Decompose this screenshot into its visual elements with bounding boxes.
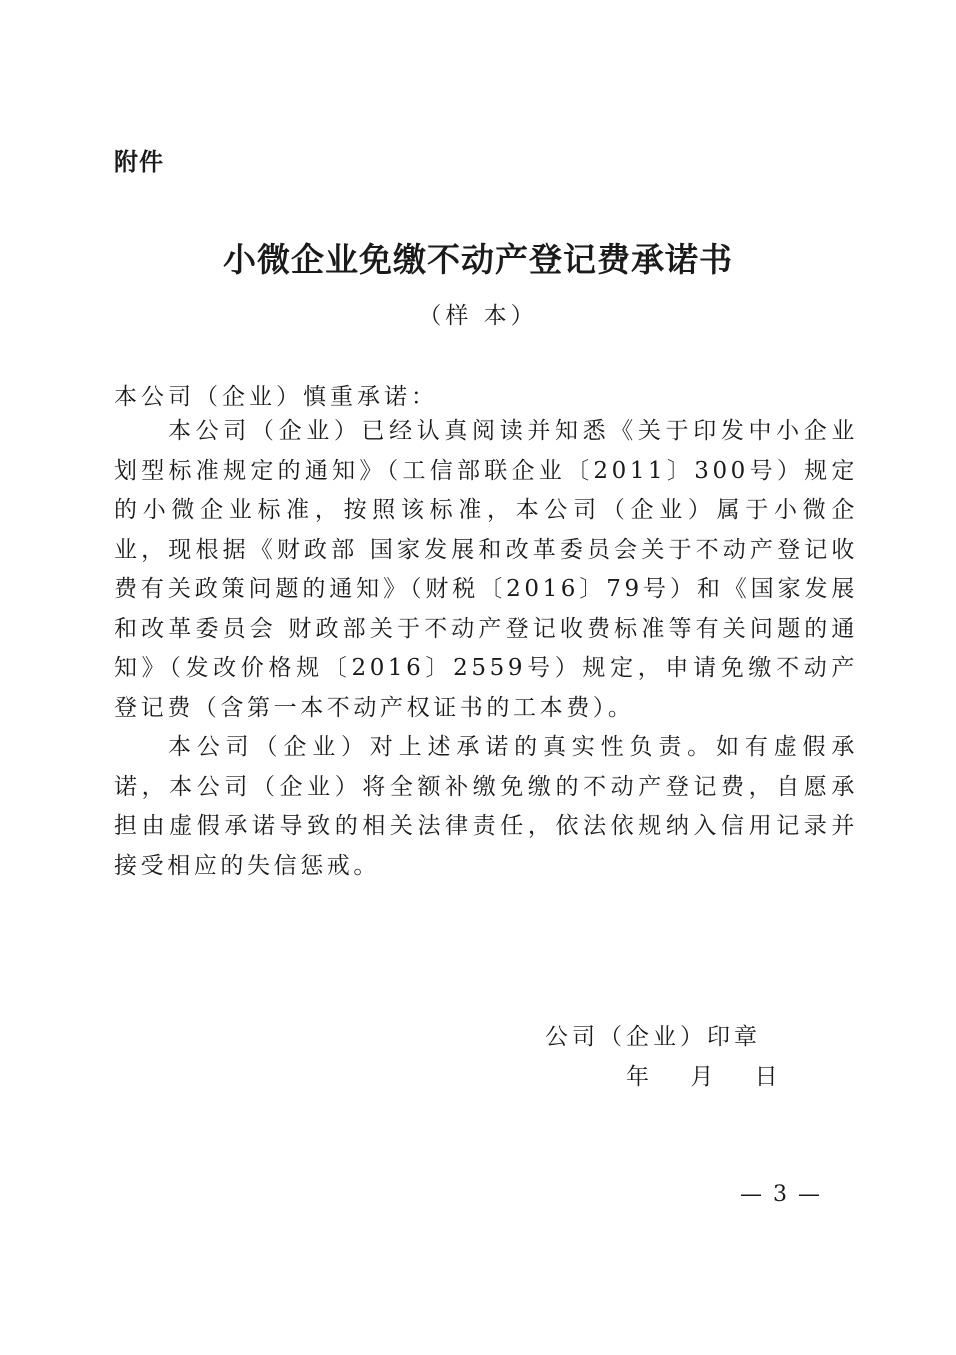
- page-number: — 3 —: [740, 1182, 822, 1207]
- attachment-label: 附件: [114, 148, 164, 176]
- document-subtitle: （样 本）: [418, 303, 538, 329]
- date-year: 年: [626, 1064, 649, 1090]
- date-line: [626, 1058, 778, 1091]
- body-text: [114, 412, 858, 886]
- document-title: 小微企业免缴不动产登记费承诺书: [223, 240, 733, 279]
- paragraph-2: 本公司（企业）对上述承诺的真实性负责。如有虚假承诺，本公司（企业）将全额补缴免缴的不动产登记费，自愿承担由虚假承诺导致的相关法律责任，依法依规纳入信用记录并接受相应的失信惩戒。: [114, 734, 858, 879]
- paragraph-1: 本公司（企业）已经认真阅读并知悉《关于印发中小企业划型标准规定的通知》（工信部联企业〔2011〕300号）规定的小微企业标准，按照该标准，本公司（企业）属于小微企业，现根据《财政部 国家发展和改革委员会关于不动产登记收费有关政策问题的通知》（财税〔2016〕79号）和《国家发展和改革委员会 财政部关于不动产登记收费标准等有关问题的通知》（发改价格规〔2016〕2559号）规定，申请免缴不动产登记费（含第一本不动产权证书的工本费）。: [114, 418, 858, 721]
- seal-label: 公司（企业）印章: [545, 1024, 761, 1050]
- salutation: 本公司（企业）慎重承诺：: [114, 384, 438, 410]
- date-day: 日: [754, 1064, 778, 1090]
- date-month: 月: [690, 1064, 714, 1090]
